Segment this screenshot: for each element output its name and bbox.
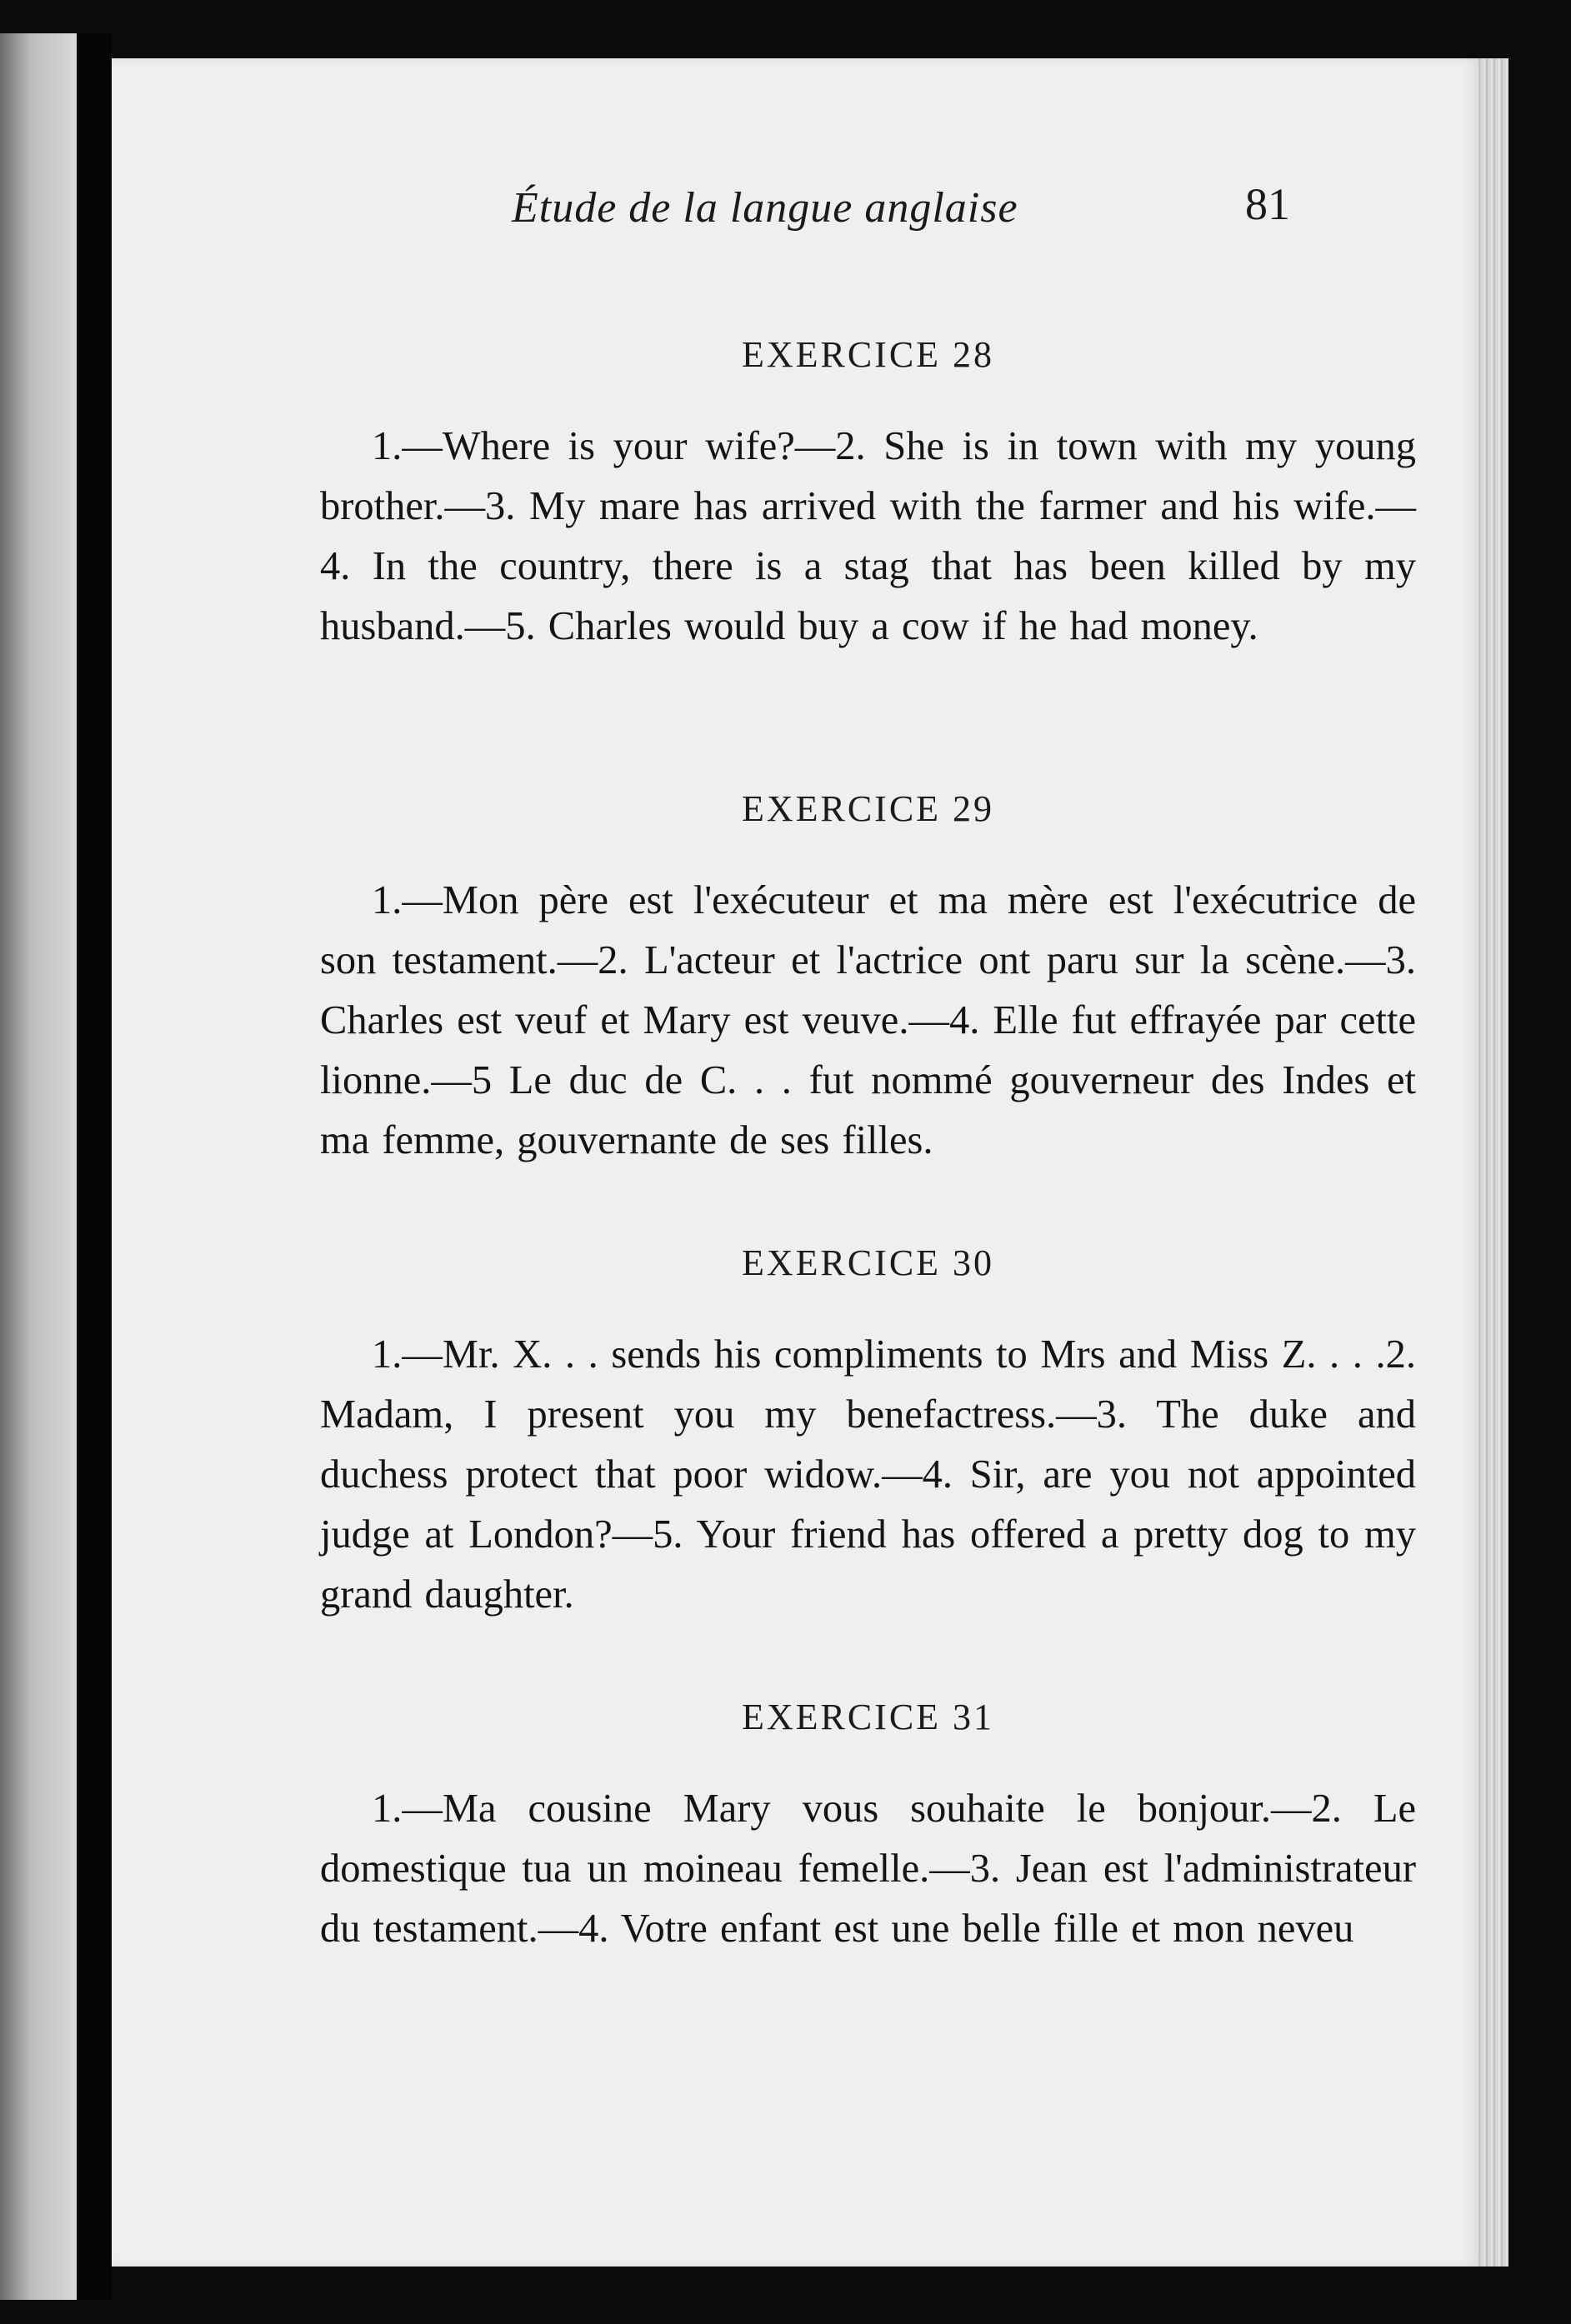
exercise-text: 1.—Where is your wife?—2. She is in town with my young brother.—3. My mare has arrived with the farmer and his wife.—4. In the country, there is a stag that has been killed by my husband.—5. Charles would buy a cow if he had money. (320, 424, 1416, 648)
exercise-30 (320, 1233, 1416, 1625)
exercise-text: 1.—Mr. X. . . sends his compliments to Mrs and Miss Z. . . .2. Madam, I present you my benefactress.—3. The duke and duchess protect that poor widow.—4. Sir, are you not appointed judge at London?—5. Your friend has offered a pretty dog to my grand daughter. (320, 1332, 1416, 1617)
exercise-title: EXERCICE 29 (741, 788, 995, 829)
page-number: 81 (1245, 179, 1290, 229)
running-title: Étude de la langue anglaise (512, 184, 1018, 232)
exercise-title: EXERCICE 31 (741, 1697, 995, 1737)
book-page (112, 58, 1478, 2267)
exercise-text: 1.—Ma cousine Mary vous souhaite le bonjour.—2. Le domestique tua un moineau femelle.—3. Jean est l'administrateur du testament.—4. Votre enfant est une belle fille et mon neveu (320, 1787, 1416, 1951)
exercise-text: 1.—Mon père est l'exécuteur et ma mère est l'exécutrice de son testament.—2. L'acteur et l'actrice ont paru sur la scène.—3. Charles est veuf et Mary est veuve.—4. Elle fut effrayée par cette lionne.—5 Le duc de C. . . fut nommé gouverneur des Indes et ma femme, gouvernante de ses filles. (320, 878, 1416, 1162)
previous-page-edge (0, 33, 77, 2300)
scan-background-right (1508, 33, 1571, 2324)
exercise-28 (320, 325, 1416, 657)
exercise-31 (320, 1687, 1416, 1959)
exercise-29 (320, 779, 1416, 1171)
running-head (112, 179, 1478, 250)
book-gutter (77, 33, 112, 2300)
exercise-title: EXERCICE 28 (741, 334, 995, 375)
exercise-title: EXERCICE 30 (741, 1242, 995, 1283)
